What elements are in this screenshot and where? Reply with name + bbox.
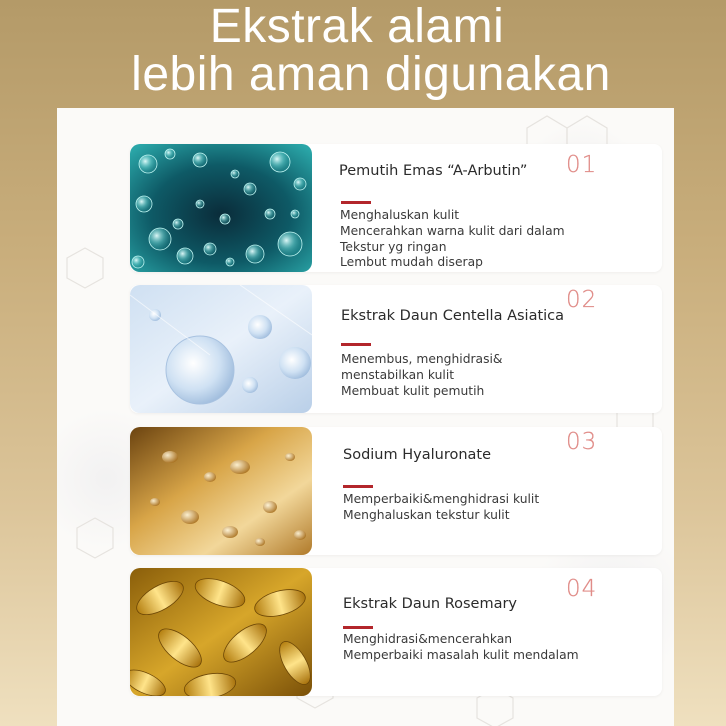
description-line: Menghaluskan tekstur kulit — [343, 507, 510, 522]
description-line: Menembus, menghidrasi& — [341, 352, 503, 366]
description-line: Lembut mudah diserap — [340, 255, 483, 270]
description-line: Menghidrasi&mencerahkan — [343, 632, 513, 646]
ingredient-description — [343, 492, 539, 524]
ingredient-description — [343, 632, 579, 664]
ingredient-card-4 — [130, 568, 662, 696]
ingredients-panel — [57, 108, 674, 726]
description-line: menstabilkan kulit — [341, 367, 455, 382]
ingredient-description — [341, 352, 503, 399]
ingredient-title: Ekstrak Daun Rosemary — [343, 596, 518, 612]
description-line: Menghaluskan kulit — [340, 208, 460, 222]
item-number: 01 — [566, 152, 598, 178]
headline-line-1: Ekstrak alami — [209, 0, 505, 53]
ingredient-title: Ekstrak Daun Centella Asiatica — [341, 308, 565, 324]
golden-serum-image — [130, 427, 312, 555]
ingredient-card-1 — [130, 144, 662, 272]
item-number: 02 — [566, 287, 598, 313]
description-line: Memperbaiki&menghidrasi kulit — [343, 492, 540, 506]
item-number: 03 — [566, 429, 598, 455]
golden-capsules-image — [130, 568, 312, 696]
red-accent-bar — [343, 485, 373, 488]
red-accent-bar — [341, 201, 371, 204]
description-line: Membuat kulit pemutih — [341, 383, 485, 398]
ingredient-title: Pemutih Emas “A-Arbutin” — [339, 163, 528, 179]
description-line: Memperbaiki masalah kulit mendalam — [343, 647, 579, 662]
headline-line-2: lebih aman digunakan — [131, 48, 611, 101]
description-line: Tekstur yg ringan — [340, 239, 447, 254]
description-line: Mencerahkan warna kulit dari dalam — [340, 223, 565, 238]
ingredient-card-3 — [130, 427, 662, 555]
ingredient-title: Sodium Hyaluronate — [343, 447, 492, 463]
red-accent-bar — [341, 343, 371, 346]
red-accent-bar — [343, 626, 373, 629]
teal-bubbles-image — [130, 144, 312, 272]
ingredient-card-2 — [130, 285, 662, 413]
blue-cell-image — [130, 285, 312, 413]
item-number: 04 — [566, 576, 598, 602]
ingredient-description — [340, 208, 565, 271]
